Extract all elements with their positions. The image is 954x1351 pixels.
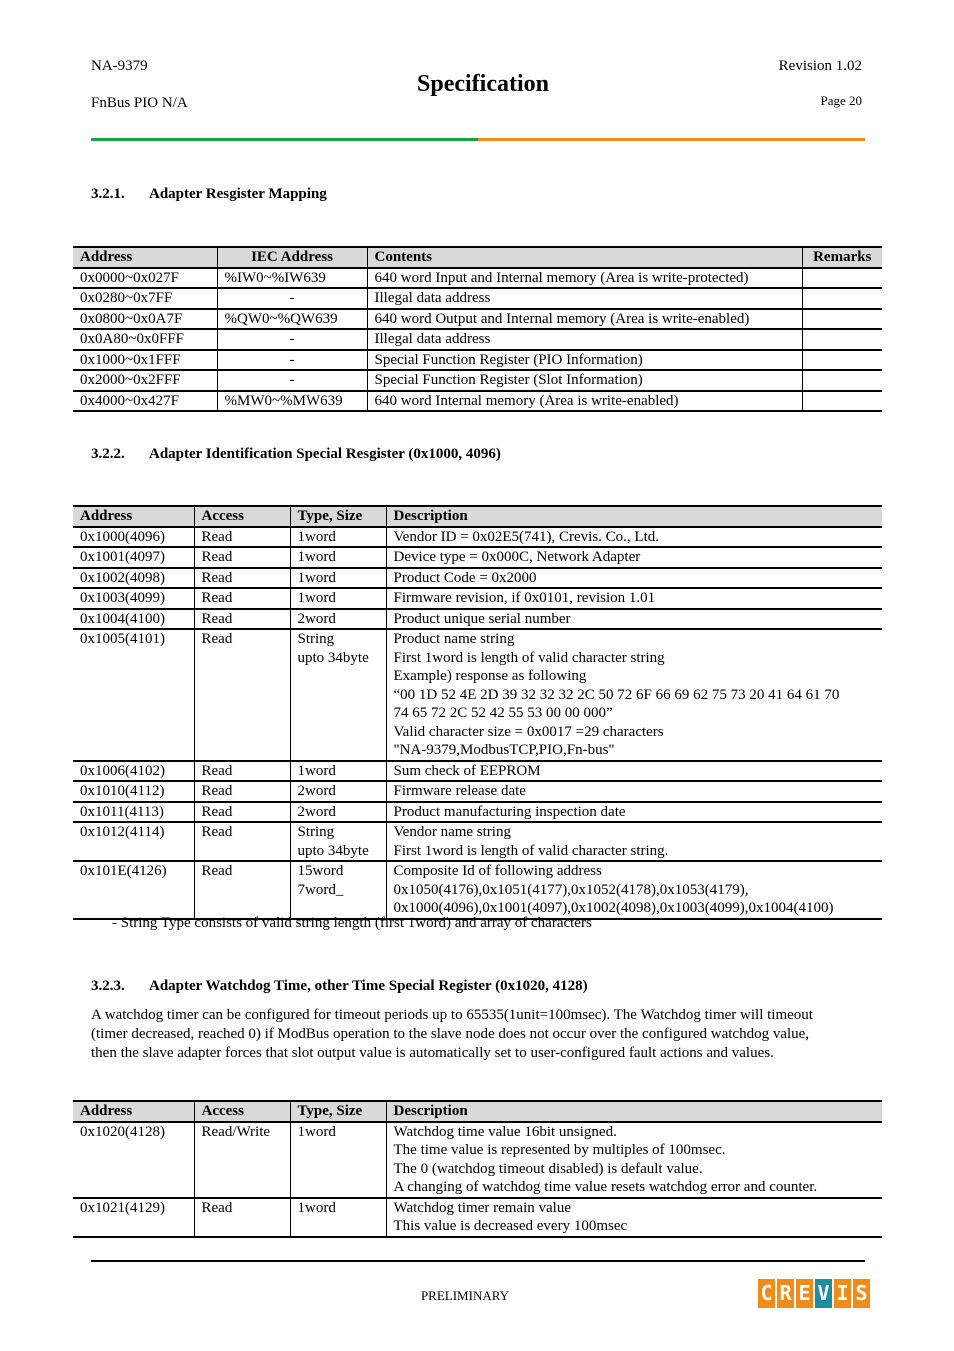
- cell-line: Vendor name string: [393, 824, 511, 840]
- address-cell: 0x1020(4128): [73, 1122, 194, 1198]
- cell-line: A changing of watchdog time value resets watchdog error and counter.: [393, 1179, 818, 1195]
- address-cell: 0x4000~0x427F: [73, 391, 217, 412]
- cell-line: 7word_: [297, 881, 344, 898]
- cell-line: 1word: [297, 590, 336, 606]
- table-row: [73, 268, 882, 289]
- cell-line: Product Code = 0x2000: [393, 569, 537, 586]
- cell-line: Firmware release date: [393, 783, 526, 799]
- column-header: Type, Size: [290, 506, 386, 527]
- address-cell: 0x1003(4099): [73, 588, 194, 609]
- cell-line: This value is decreased every 100msec: [393, 1218, 628, 1234]
- access-cell: Read: [194, 861, 290, 919]
- iec-address-cell: -: [217, 350, 367, 371]
- iec-address-cell: -: [217, 329, 367, 350]
- identification-register-table: [73, 505, 882, 920]
- table-row: [73, 588, 882, 609]
- section-number: 3.2.3.: [91, 978, 125, 994]
- cell-line: 1word: [297, 569, 336, 586]
- logo-letter: S: [853, 1279, 870, 1308]
- crevis-logo: [758, 1279, 870, 1308]
- access-cell: Read: [194, 1198, 290, 1237]
- cell-line: String: [297, 824, 335, 840]
- cell-line: upto 34byte: [297, 842, 369, 859]
- description-cell: [386, 1122, 882, 1198]
- section-title: Adapter Resgister Mapping: [149, 186, 327, 202]
- remarks-cell: [802, 288, 882, 309]
- address-cell: 0x0000~0x027F: [73, 268, 217, 289]
- address-cell: 0x1005(4101): [73, 629, 194, 761]
- cell-line: "NA-9379,ModbusTCP,PIO,Fn-bus": [393, 742, 615, 758]
- type-size-cell: [290, 822, 386, 861]
- cell-line: Firmware revision, if 0x0101, revision 1.01: [393, 590, 656, 606]
- cell-line: “00 1D 52 4E 2D 39 32 32 32 2C 50 72 6F 66 69 62 75 73 20 41 64 61 70: [393, 686, 840, 703]
- contents-cell: Illegal data address: [367, 288, 802, 309]
- section-number: 3.2.2.: [91, 446, 125, 462]
- cell-line: 15word: [297, 863, 344, 879]
- iec-address-cell: %MW0~%MW639: [217, 391, 367, 412]
- address-cell: 0x1006(4102): [73, 761, 194, 782]
- description-cell: [386, 629, 882, 761]
- cell-line: The 0 (watchdog timeout disabled) is default value.: [393, 1160, 703, 1177]
- cell-line: 1word: [297, 1199, 336, 1216]
- column-header: Type, Size: [290, 1101, 386, 1122]
- section-heading-3-2-1: [91, 185, 327, 203]
- section-number: 3.2.1.: [91, 186, 125, 202]
- type-size-cell: [290, 547, 386, 568]
- address-cell: 0x1002(4098): [73, 568, 194, 589]
- cell-line: Device type = 0x000C, Network Adapter: [393, 549, 641, 565]
- logo-letter: R: [777, 1279, 794, 1308]
- address-cell: 0x1021(4129): [73, 1198, 194, 1237]
- address-cell: 0x1000(4096): [73, 527, 194, 548]
- table-row: [73, 391, 882, 412]
- access-cell: Read: [194, 527, 290, 548]
- description-cell: [386, 609, 882, 630]
- type-size-cell: [290, 761, 386, 782]
- cell-line: 1word: [297, 1123, 336, 1140]
- address-cell: 0x0A80~0x0FFF: [73, 329, 217, 350]
- contents-cell: Special Function Register (PIO Information): [367, 350, 802, 371]
- access-cell: Read: [194, 761, 290, 782]
- description-cell: [386, 1198, 882, 1237]
- column-header: Description: [386, 1101, 882, 1122]
- logo-letter: I: [834, 1279, 851, 1308]
- cell-line: 0x1050(4176),0x1051(4177),0x1052(4178),0x1053(4179),: [393, 881, 749, 898]
- section-title: Adapter Watchdog Time, other Time Special Register (0x1020, 4128): [149, 978, 588, 994]
- type-size-cell: [290, 1198, 386, 1237]
- doc-id: NA-9379: [91, 58, 148, 74]
- table-row: [73, 329, 882, 350]
- column-header: Address: [73, 506, 194, 527]
- column-header: Access: [194, 1101, 290, 1122]
- description-cell: [386, 861, 882, 919]
- address-cell: 0x0800~0x0A7F: [73, 309, 217, 330]
- address-cell: 0x0280~0x7FF: [73, 288, 217, 309]
- page-title: Specification: [417, 71, 549, 97]
- description-cell: [386, 781, 882, 802]
- type-size-cell: [290, 527, 386, 548]
- table-row: [73, 547, 882, 568]
- cell-line: Sum check of EEPROM: [393, 762, 541, 779]
- address-cell: 0x1000~0x1FFF: [73, 350, 217, 371]
- section-heading-3-2-2: [91, 445, 501, 463]
- address-cell: 0x1012(4114): [73, 822, 194, 861]
- cell-line: String: [297, 631, 335, 647]
- contents-cell: 640 word Input and Internal memory (Area is write-protected): [367, 268, 802, 289]
- cell-line: Watchdog time value 16bit unsigned.: [393, 1123, 617, 1140]
- watchdog-paragraph: [91, 1006, 866, 1063]
- column-header: IEC Address: [217, 247, 367, 268]
- type-size-cell: [290, 1122, 386, 1198]
- table-row: [73, 568, 882, 589]
- column-header: Address: [73, 1101, 194, 1122]
- cell-line: Valid character size = 0x0017 =29 characters: [393, 723, 664, 740]
- string-type-note: - String Type consists of valid string length (first 1word) and array of characters: [112, 915, 592, 931]
- description-cell: [386, 568, 882, 589]
- address-cell: 0x2000~0x2FFF: [73, 370, 217, 391]
- register-mapping-table: [73, 246, 882, 412]
- footer-label: PRELIMINARY: [420, 1288, 510, 1303]
- cell-line: Example) response as following: [393, 668, 587, 684]
- cell-line: 1word: [297, 528, 336, 545]
- access-cell: Read: [194, 547, 290, 568]
- access-cell: Read: [194, 629, 290, 761]
- iec-address-cell: -: [217, 370, 367, 391]
- iec-address-cell: %IW0~%IW639: [217, 268, 367, 289]
- table-row: [73, 629, 882, 761]
- table-row: [73, 288, 882, 309]
- type-size-cell: [290, 629, 386, 761]
- table-row: [73, 802, 882, 823]
- remarks-cell: [802, 370, 882, 391]
- cell-line: Product manufacturing inspection date: [393, 803, 626, 820]
- address-cell: 0x101E(4126): [73, 861, 194, 919]
- table-row: [73, 350, 882, 371]
- table-row: [73, 527, 882, 548]
- cell-line: 1word: [297, 549, 336, 565]
- type-size-cell: [290, 588, 386, 609]
- remarks-cell: [802, 268, 882, 289]
- product-name: FnBus PIO N/A: [91, 95, 188, 111]
- iec-address-cell: -: [217, 288, 367, 309]
- cell-line: 2word: [297, 783, 336, 799]
- remarks-cell: [802, 309, 882, 330]
- access-cell: Read: [194, 588, 290, 609]
- cell-line: First 1word is length of valid character string.: [393, 842, 669, 859]
- column-header: Contents: [367, 247, 802, 268]
- address-cell: 0x1010(4112): [73, 781, 194, 802]
- paragraph-line: A watchdog timer can be configured for timeout periods up to 65535(1unit=100msec). The Watchdog timer will timeout: [91, 1007, 813, 1023]
- address-cell: 0x1001(4097): [73, 547, 194, 568]
- header-rule-green: [91, 138, 478, 141]
- table-row: [73, 1122, 882, 1198]
- section-title: Adapter Identification Special Resgister (0x1000, 4096): [149, 446, 501, 462]
- logo-letter: E: [796, 1279, 813, 1308]
- access-cell: Read: [194, 802, 290, 823]
- description-cell: [386, 588, 882, 609]
- contents-cell: 640 word Output and Internal memory (Area is write-enabled): [367, 309, 802, 330]
- description-cell: [386, 822, 882, 861]
- contents-cell: 640 word Internal memory (Area is write-enabled): [367, 391, 802, 412]
- table-row: [73, 309, 882, 330]
- cell-line: 0x1000(4096),0x1001(4097),0x1002(4098),0x1003(4099),0x1004(4100): [393, 900, 834, 916]
- revision: Revision 1.02: [778, 58, 862, 74]
- cell-line: Product name string: [393, 631, 515, 647]
- cell-line: Product unique serial number: [393, 610, 571, 627]
- address-cell: 0x1011(4113): [73, 802, 194, 823]
- table-row: [73, 822, 882, 861]
- description-cell: [386, 527, 882, 548]
- access-cell: Read/Write: [194, 1122, 290, 1198]
- watchdog-register-table: [73, 1100, 882, 1238]
- type-size-cell: [290, 802, 386, 823]
- contents-cell: Special Function Register (Slot Information): [367, 370, 802, 391]
- cell-line: First 1word is length of valid character string: [393, 649, 665, 666]
- access-cell: Read: [194, 609, 290, 630]
- logo-letter: C: [758, 1279, 775, 1308]
- type-size-cell: [290, 609, 386, 630]
- description-cell: [386, 802, 882, 823]
- section-heading-3-2-3: [91, 977, 588, 995]
- cell-line: Watchdog timer remain value: [393, 1199, 571, 1216]
- paragraph-line: (timer decreased, reached 0) if ModBus operation to the slave node does not occur over the configured watchdog value,: [91, 1026, 810, 1042]
- remarks-cell: [802, 350, 882, 371]
- contents-cell: Illegal data address: [367, 329, 802, 350]
- access-cell: Read: [194, 568, 290, 589]
- table-row: [73, 761, 882, 782]
- table-row: [73, 609, 882, 630]
- paragraph-line: then the slave adapter forces that slot output value is automatically set to user-configured fault actions and values.: [91, 1045, 774, 1061]
- cell-line: Vendor ID = 0x02E5(741), Crevis. Co., Ltd.: [393, 528, 660, 545]
- address-cell: 0x1004(4100): [73, 609, 194, 630]
- cell-line: 2word: [297, 803, 336, 820]
- column-header: Access: [194, 506, 290, 527]
- iec-address-cell: %QW0~%QW639: [217, 309, 367, 330]
- column-header: Remarks: [802, 247, 882, 268]
- table-row: [73, 861, 882, 919]
- logo-letter: V: [815, 1279, 832, 1308]
- column-header: Address: [73, 247, 217, 268]
- cell-line: Composite Id of following address: [393, 863, 602, 879]
- type-size-cell: [290, 781, 386, 802]
- cell-line: The time value is represented by multiples of 100msec.: [393, 1142, 726, 1158]
- header-rule-orange: [478, 138, 865, 141]
- type-size-cell: [290, 861, 386, 919]
- remarks-cell: [802, 329, 882, 350]
- cell-line: 74 65 72 2C 52 42 55 53 00 00 000”: [393, 705, 613, 721]
- column-header: Description: [386, 506, 882, 527]
- description-cell: [386, 761, 882, 782]
- access-cell: Read: [194, 781, 290, 802]
- table-row: [73, 781, 882, 802]
- page-number: Page 20: [820, 93, 862, 108]
- description-cell: [386, 547, 882, 568]
- footer-rule: [91, 1260, 865, 1262]
- cell-line: 1word: [297, 762, 336, 779]
- type-size-cell: [290, 568, 386, 589]
- table-row: [73, 370, 882, 391]
- access-cell: Read: [194, 822, 290, 861]
- cell-line: upto 34byte: [297, 649, 369, 666]
- remarks-cell: [802, 391, 882, 412]
- table-row: [73, 1198, 882, 1237]
- cell-line: 2word: [297, 610, 336, 627]
